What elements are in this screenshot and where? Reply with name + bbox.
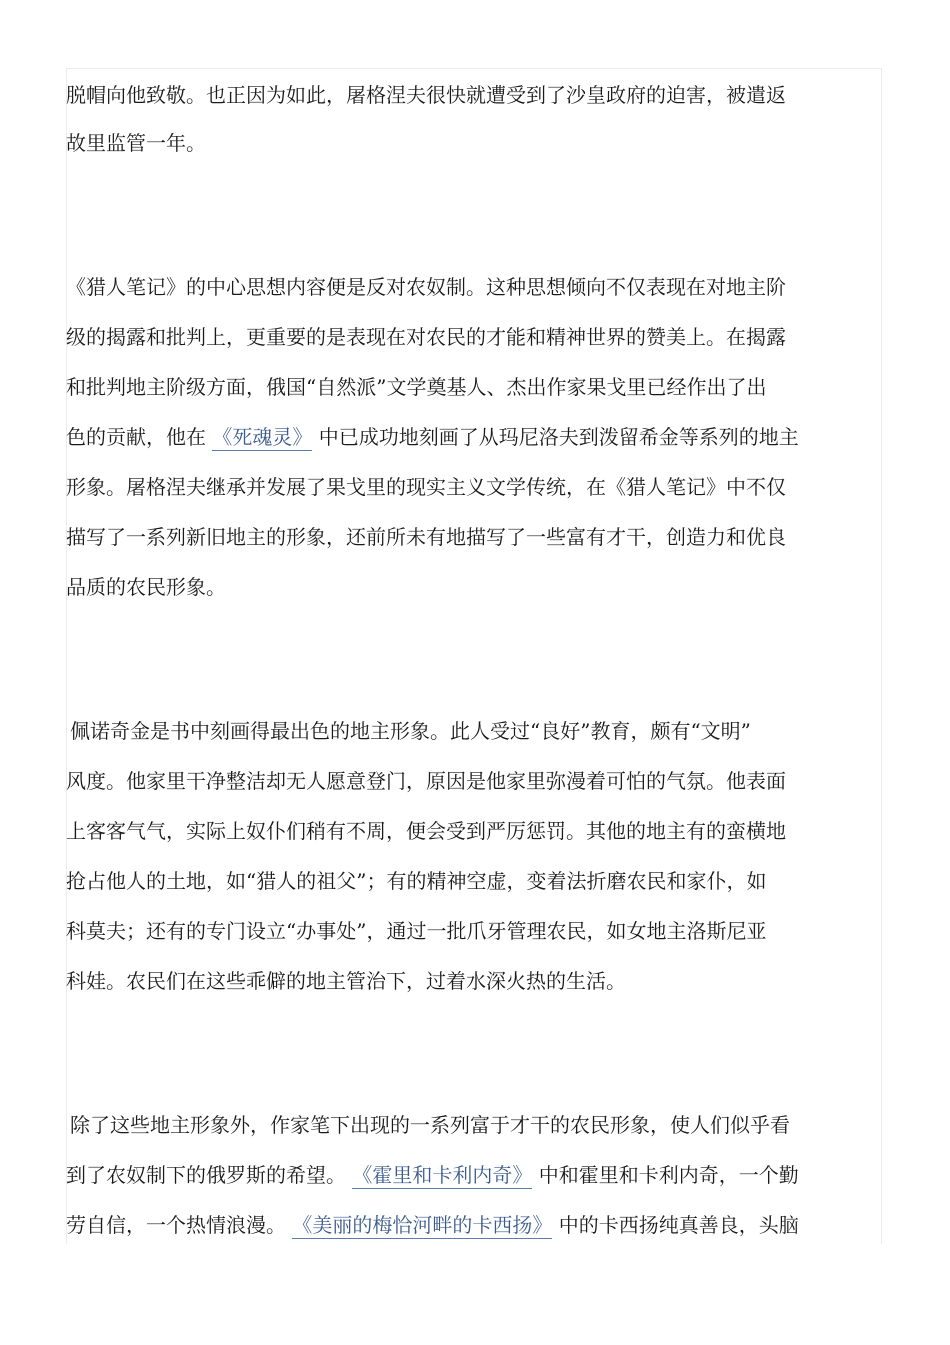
text-segment: 科莫夫；还有的专门设立“办事处”，通过一批爪牙管理农民，如女地主洛斯尼亚 bbox=[66, 919, 767, 943]
text-segment: 到了农奴制下的俄罗斯的希望。 bbox=[66, 1163, 353, 1187]
text-segment: 级的揭露和批判上，更重要的是表现在对农民的才能和精神世界的赞美上。在揭露 bbox=[66, 325, 786, 349]
text-segment: 除了这些地主形象外，作家笔下出现的一系列富于才干的农民形象，使人们似乎看 bbox=[70, 1113, 790, 1137]
text-line bbox=[66, 1210, 799, 1240]
text-line bbox=[66, 322, 786, 352]
text-segment: 劳自信，一个热情浪漫。 bbox=[66, 1213, 293, 1237]
text-line bbox=[66, 572, 226, 602]
text-line bbox=[70, 716, 751, 746]
text-line bbox=[70, 1110, 790, 1140]
text-line bbox=[66, 522, 786, 552]
text-line bbox=[66, 866, 766, 896]
text-segment: 品质的农民形象。 bbox=[66, 575, 226, 599]
text-segment: 抢占他人的土地，如“猎人的祖父”；有的精神空虚，变着法折磨农民和家仆，如 bbox=[66, 869, 767, 893]
text-segment: 形象。屠格涅夫继承并发展了果戈里的现实主义文学传统，在《猎人笔记》中不仅 bbox=[66, 475, 786, 499]
text-segment: 上客客气气，实际上奴仆们稍有不周，便会受到严厉惩罚。其他的地主有的蛮横地 bbox=[66, 819, 786, 843]
book-title-link[interactable]: 《死魂灵》 bbox=[212, 425, 313, 449]
text-line bbox=[66, 816, 786, 846]
text-segment: 脱帽向他致敬。也正因为如此，屠格涅夫很快就遭受到了沙皇政府的迫害，被遣返 bbox=[66, 83, 786, 107]
text-segment: 《猎人笔记》的中心思想内容便是反对农奴制。这种思想倾向不仅表现在对地主阶 bbox=[66, 275, 786, 299]
text-segment: 故里监管一年。 bbox=[66, 131, 206, 155]
book-title-link[interactable]: 《美丽的梅恰河畔的卡西扬》 bbox=[292, 1213, 553, 1237]
text-line bbox=[66, 272, 786, 302]
text-line bbox=[66, 372, 766, 402]
text-line bbox=[66, 966, 626, 996]
text-segment: 中已成功地刻画了从玛尼洛夫到泼留希金等系列的地主 bbox=[312, 425, 799, 449]
text-segment: 佩诺奇金是书中刻画得最出色的地主形象。此人受过“良好”教育，颇有“文明” bbox=[70, 719, 751, 743]
text-segment: 和批判地主阶级方面，俄国“自然派”文学奠基人、杰出作家果戈里已经作出了出 bbox=[66, 375, 767, 399]
text-line bbox=[66, 916, 766, 946]
text-line bbox=[66, 1160, 799, 1190]
book-title-link[interactable]: 《霍里和卡利内奇》 bbox=[352, 1163, 533, 1187]
text-segment: 中的卡西扬纯真善良，头脑 bbox=[552, 1213, 799, 1237]
text-segment: 科娃。农民们在这些乖僻的地主管治下，过着水深火热的生活。 bbox=[66, 969, 626, 993]
text-segment: 色的贡献，他在 bbox=[66, 425, 213, 449]
text-line bbox=[66, 766, 786, 796]
text-line bbox=[66, 422, 799, 452]
page-frame bbox=[66, 68, 882, 1244]
text-segment: 描写了一系列新旧地主的形象，还前所未有地描写了一些富有才干，创造力和优良 bbox=[66, 525, 786, 549]
text-line bbox=[66, 80, 786, 110]
text-line bbox=[66, 472, 786, 502]
text-segment: 中和霍里和卡利内奇，一个勤 bbox=[532, 1163, 799, 1187]
text-line bbox=[66, 128, 206, 158]
text-segment: 风度。他家里干净整洁却无人愿意登门，原因是他家里弥漫着可怕的气氛。他表面 bbox=[66, 769, 786, 793]
